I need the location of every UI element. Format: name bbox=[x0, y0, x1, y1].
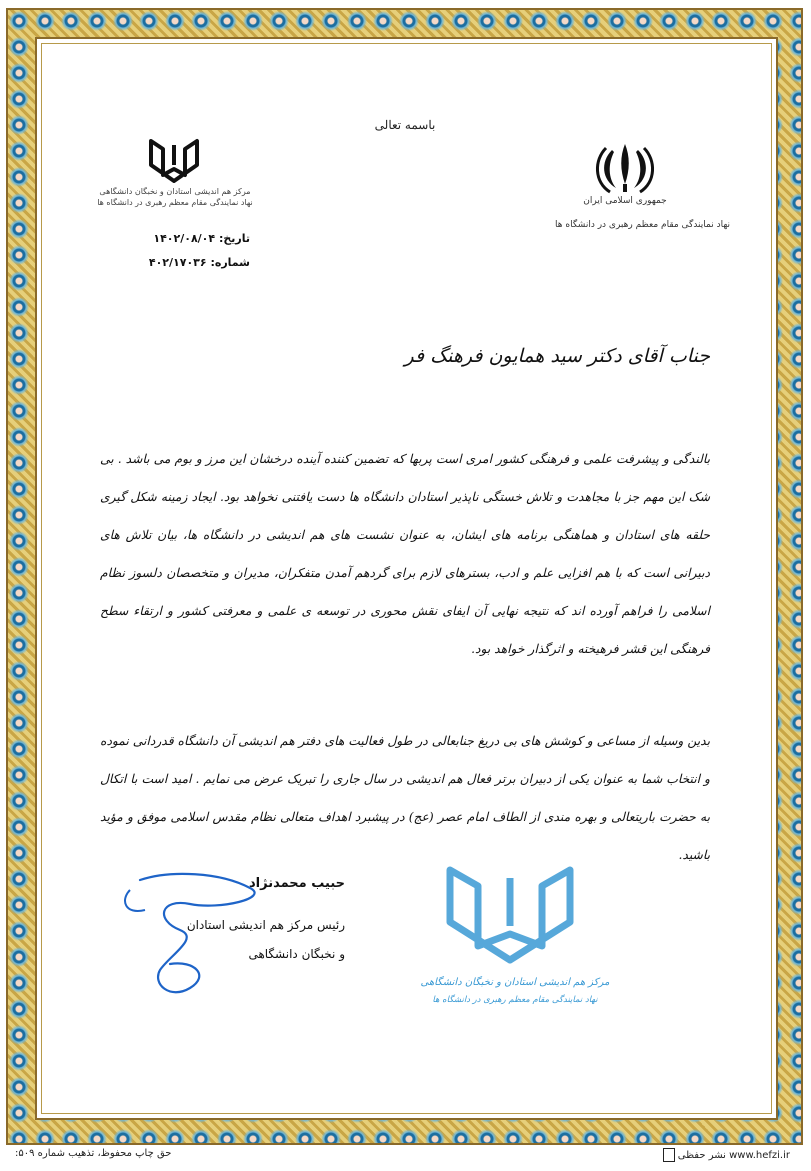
stamp-line2: نهاد نمایندگی مقام معظم رهبری در دانشگاه ها bbox=[432, 995, 598, 1005]
signer-name: حبیب محمدنژاد bbox=[248, 876, 345, 891]
footer-publisher bbox=[580, 1148, 790, 1162]
letter-number: شماره: ۴۰۲/۱۷۰۳۶ bbox=[148, 256, 250, 269]
addressee-line: جناب آقای دکتر سید همایون فرهنگ فر bbox=[404, 345, 710, 367]
official-stamp-icon bbox=[400, 850, 630, 1010]
office-label: نهاد نمایندگی مقام معظم رهبری در دانشگاه ها bbox=[555, 220, 730, 230]
signer-title-line1: رئیس مرکز هم اندیشی استادان bbox=[186, 918, 345, 932]
letter-date: تاریخ: ۱۴۰۲/۰۸/۰۴ bbox=[153, 232, 250, 245]
footer-rights: حق چاپ محفوظ، تذهیب شماره ۵۰۹: bbox=[15, 1148, 172, 1159]
center-line1: مرکز هم اندیشی استادان و نخبگان دانشگاهی bbox=[99, 187, 251, 196]
stamp-line1: مرکز هم اندیشی استادان و نخبگان دانشگاهی bbox=[420, 977, 610, 988]
publisher-logo-icon bbox=[663, 1148, 675, 1162]
bismillah-heading: باسمه تعالی bbox=[374, 118, 436, 132]
country-label: جمهوری اسلامی ایران bbox=[583, 196, 667, 206]
center-line2: نهاد نمایندگی مقام معظم رهبری در دانشگاه ها bbox=[97, 198, 253, 207]
center-name-label bbox=[95, 186, 255, 208]
body-paragraph-1: بالندگی و پیشرفت علمی و فرهنگی کشور امری است پربها که تضمین کننده آینده درخشان این مرز و بوم می باشد . بی شک این مهم جز با مجاهدت و تلاش خستگی ناپذیر استادان دانشگاه ها دست یافتنی نخواهد بود. ایجاد زمینه شکل گیری حلقه های استادان و هماهنگی برنامه های ایشان، به عنوان نشست های هم اندیشی در دانشگاه ها، بیان تلاش های دبیرانی است که با هم افزایی علم و ادب، بسترهای لازم برای گردهم آمدن متفکران، مدیران و متخصصان دلسوز نظام اسلامی را فراهم آورده اند که نتیجه نهایی آن ایفای نقش محوری در توسعه ی علمی و معرفتی کشور و ارتقاء سطح فرهنگی این قشر فرهیخته و اثرگذار خواهد بود. bbox=[100, 452, 710, 656]
iran-emblem-icon bbox=[590, 140, 660, 195]
publisher-text: www.hefzi.ir نشر حفظی bbox=[677, 1150, 790, 1161]
body-paragraph-2: بدین وسیله از مساعی و کوشش های بی دریغ جنابعالی در طول فعالیت های دفتر هم اندیشی آن دانشگاه قدردانی نموده و انتخاب شما به عنوان یکی از دبیران برتر فعال هم اندیشی در سال جاری را تبریک عرض می نمایم . امید است با اتکال به حضرت باریتعالی و بهره مندی از الطاف امام عصر (عج) در پیشبرد اهداف متعالی نظام مقدس اسلامی موفق و مؤید باشید. bbox=[100, 734, 710, 862]
center-logo-icon bbox=[145, 135, 203, 183]
signer-title-line2: و نخبگان دانشگاهی bbox=[248, 947, 345, 961]
